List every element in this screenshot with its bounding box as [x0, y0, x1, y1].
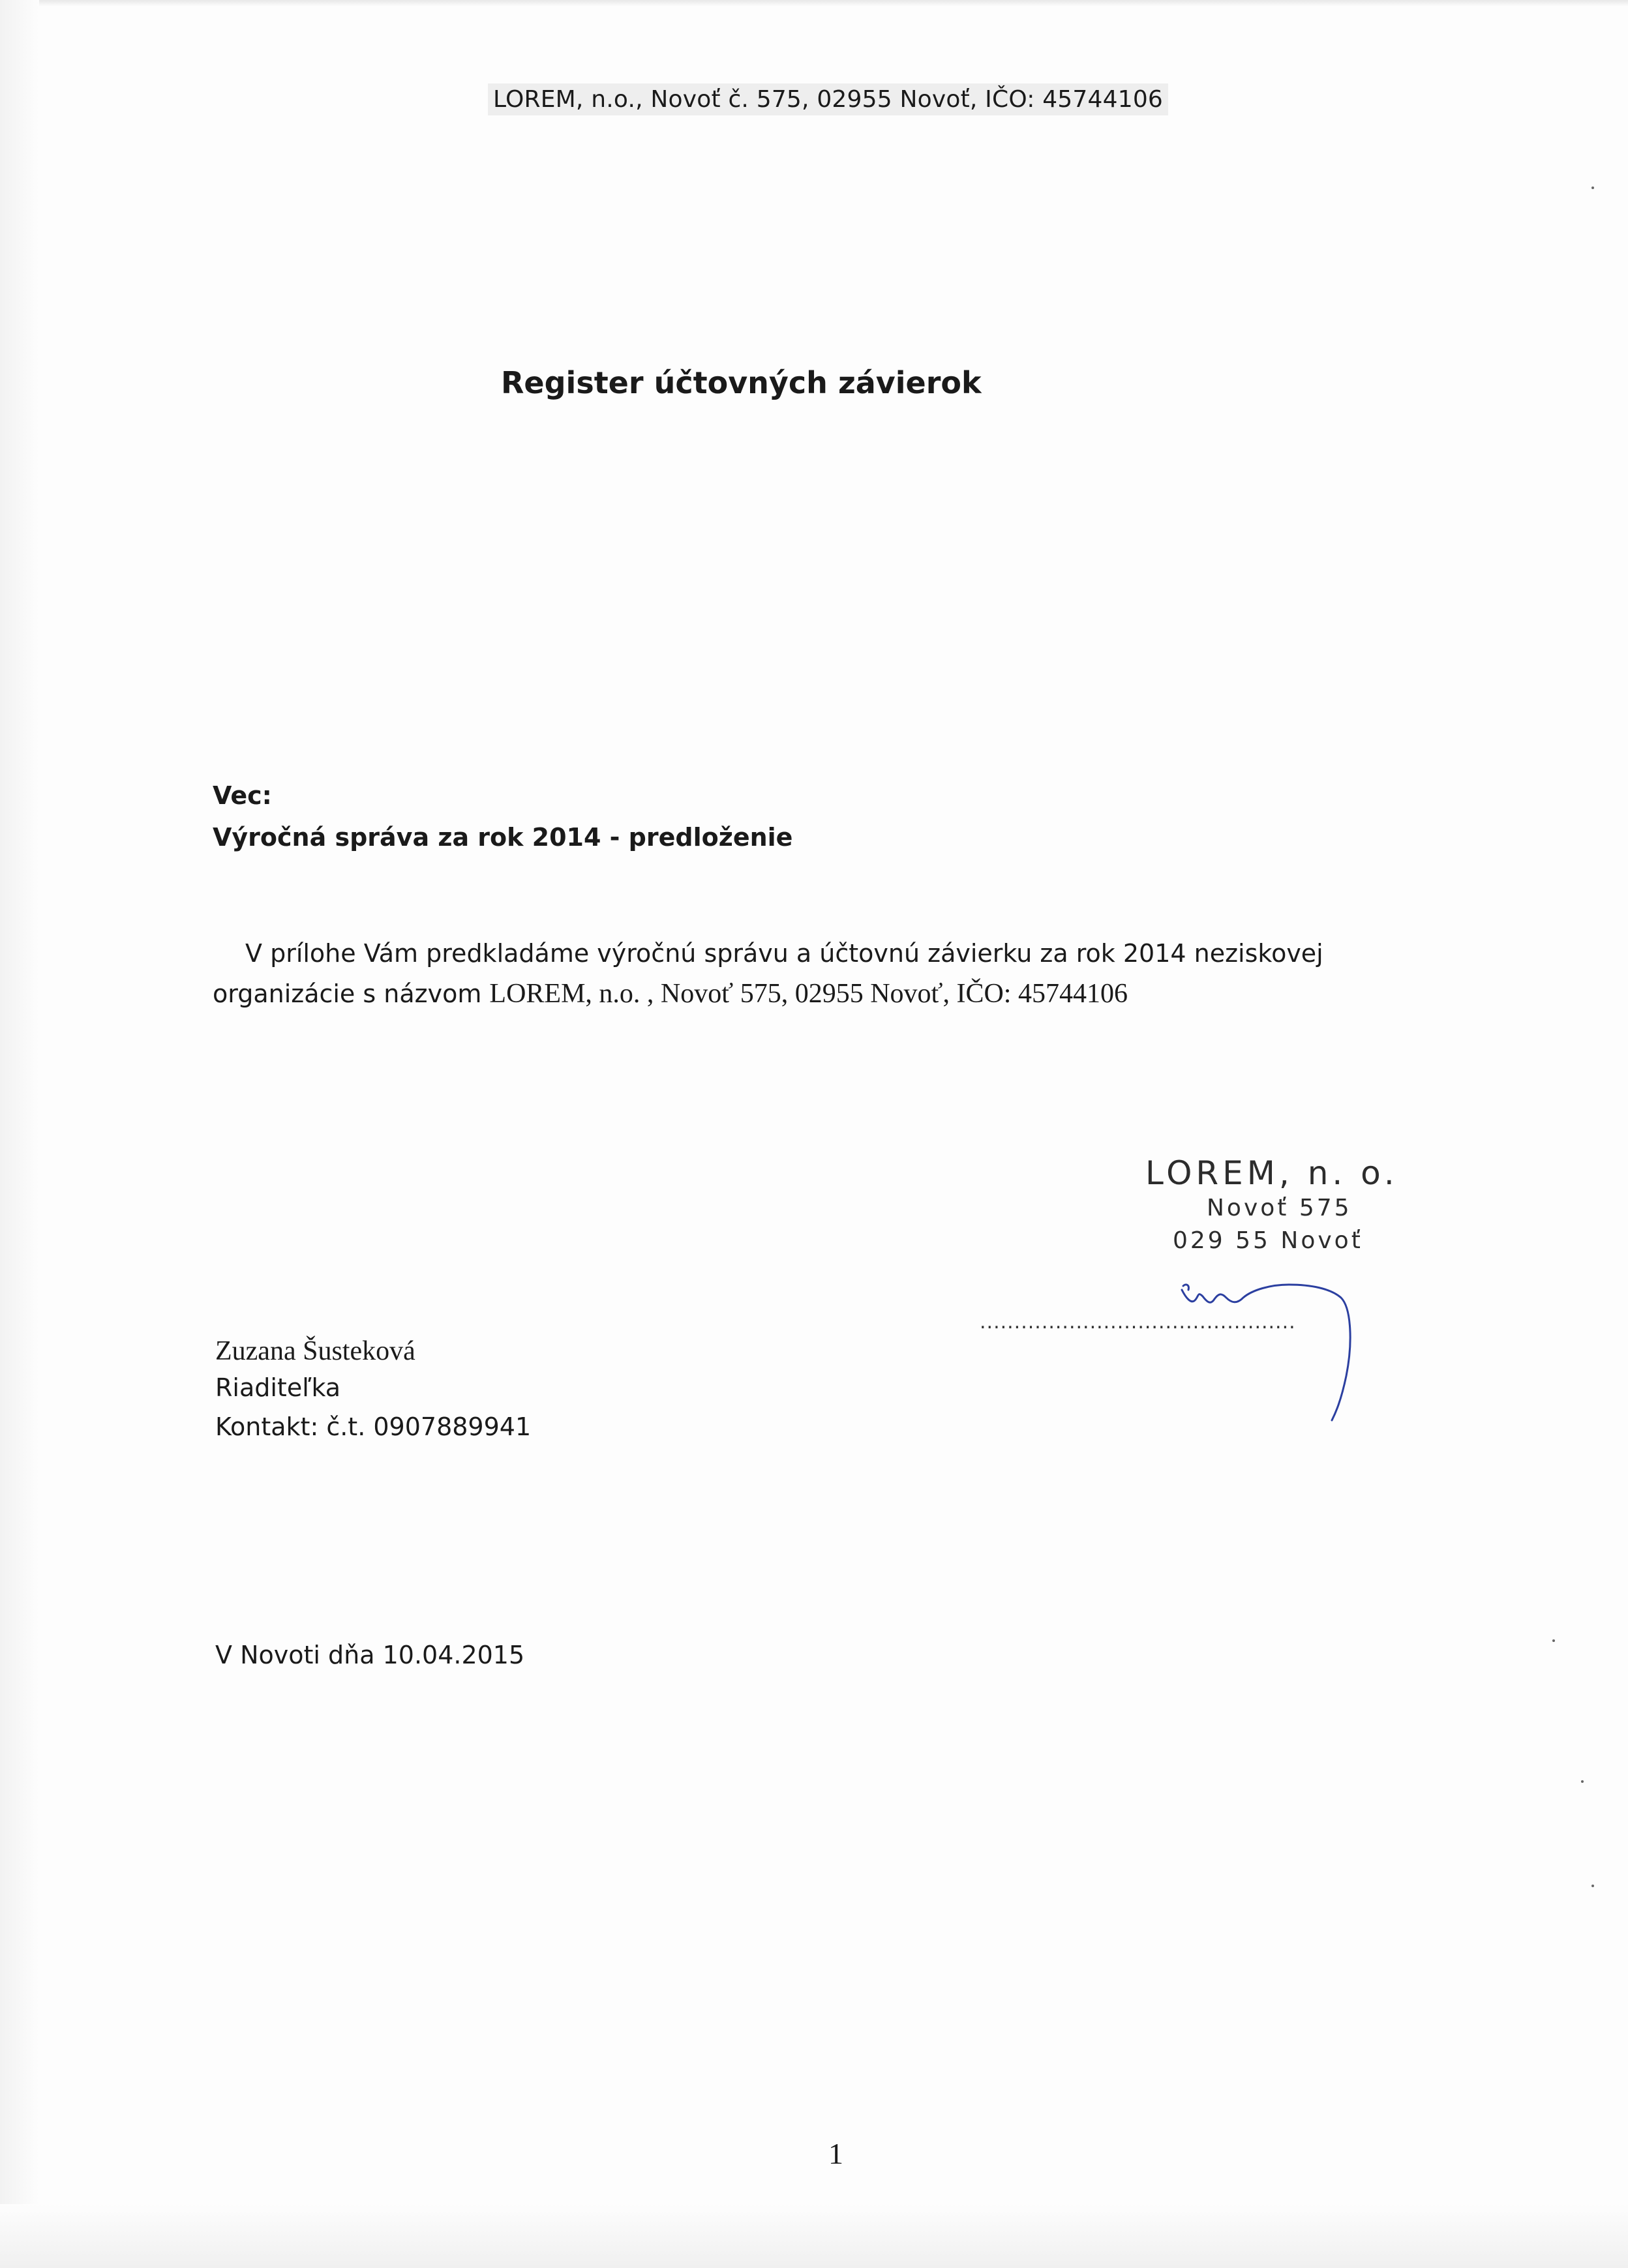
stamp-line-1: LOREM, n. o. — [1145, 1154, 1398, 1192]
scan-edge-bottom — [0, 2204, 1628, 2268]
scan-speck — [1591, 1885, 1594, 1887]
scan-speck — [1552, 1639, 1555, 1642]
stamp-line-3: 029 55 Novoť — [1173, 1227, 1363, 1254]
scan-speck — [1591, 187, 1594, 189]
scan-edge-left — [0, 0, 39, 2268]
body-line-2-organization: LOREM, n.o. , Novoť 575, 02955 Novoť, IČO: 45744106 — [489, 979, 1128, 1009]
signer-role: Riaditeľka — [215, 1373, 341, 1402]
signature-dotted-line: .............................................. — [980, 1311, 1296, 1334]
signer-contact: Kontakt: č.t. 0907889941 — [215, 1412, 532, 1441]
page-number: 1 — [828, 2137, 843, 2170]
signer-name: Zuzana Šusteková — [215, 1336, 415, 1366]
subject-text: Výročná správa za rok 2014 - predloženie — [213, 823, 793, 852]
subject-label: Vec: — [213, 781, 272, 810]
organization-stamp — [1140, 1154, 1440, 1272]
body-paragraph-line-2 — [213, 978, 1128, 1009]
scan-speck — [1581, 1780, 1584, 1783]
body-line-2-prefix: organizácie s názvom — [213, 979, 490, 1008]
handwritten-signature-icon — [978, 1278, 1396, 1448]
body-paragraph-line-1: V prílohe Vám predkladáme výročnú správu a účtovnú závierku za rok 2014 neziskovej — [245, 939, 1323, 968]
place-and-date: V Novoti dňa 10.04.2015 — [215, 1641, 525, 1669]
scan-edge-top — [0, 0, 1628, 7]
letterhead: LOREM, n.o., Novoť č. 575, 02955 Novoť, IČO: 45744106 — [488, 83, 1168, 115]
stamp-line-2: Novoť 575 — [1207, 1195, 1352, 1221]
recipient-title: Register účtovných závierok — [501, 365, 982, 400]
